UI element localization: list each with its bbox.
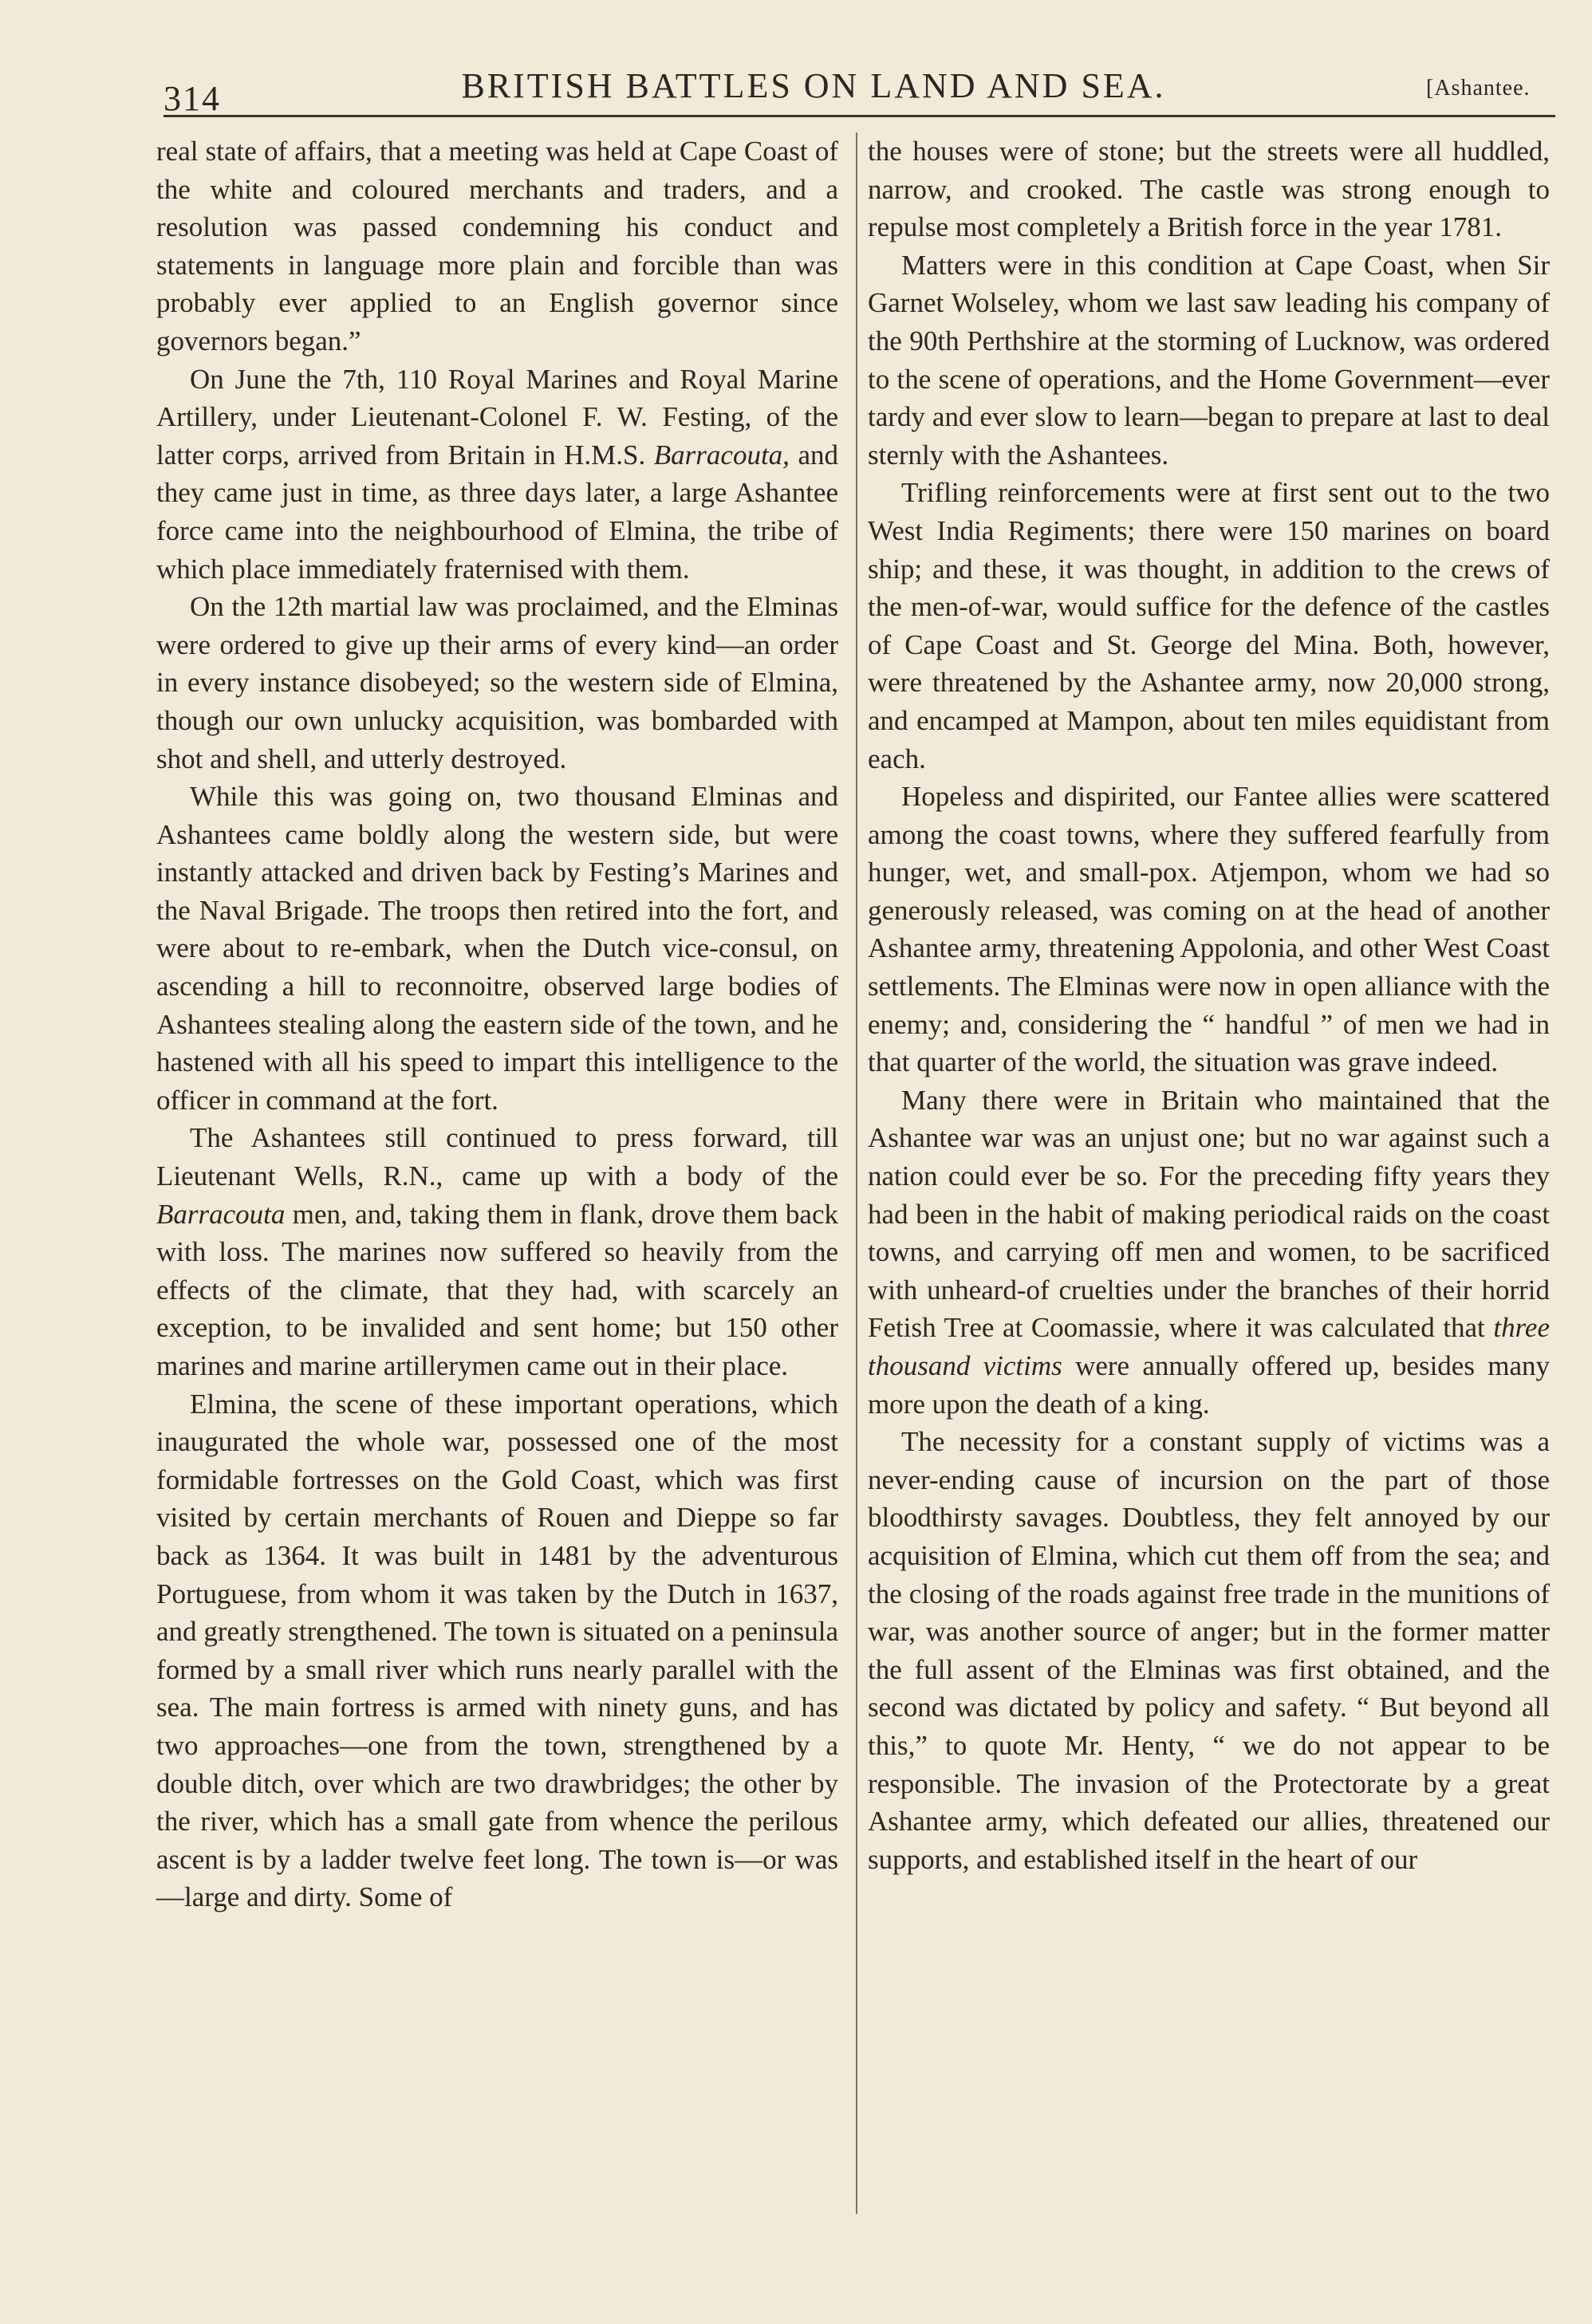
paragraph-text: The Ashantees still continued to press forward, till Lieutenant Wells, R.N., came up with a body of the xyxy=(156,1122,838,1192)
paragraph: The necessity for a constant supply of victims was a never-ending cause of incursion on the part of those bloodthirsty savages. Doubtless, they felt annoyed by our acquisition of Elmina, which cut them off from the sea; and the closing of the roads against free trade in the munitions of war, was another source of anger; but in the former matter the full assent of the Elminas was first obtained, and the second was dictated by policy and safety. “ But beyond all this,” to quote Mr. Henty, “ we do not appear to be responsible. The invasion of the Protectorate by a great Ashantee army, which defeated our allies, threatened our supports, and established itself in the heart of our xyxy=(868,1426,1550,1875)
emphasis: three thousand victims xyxy=(868,1312,1550,1381)
ship-name: Barracouta, xyxy=(653,439,790,471)
paragraph-text: On June the 7th, 110 Royal Marines and Royal Marine Artillery, under Lieutenant-Colonel F. W. Festing, of the latter corps, arrived from Britain in H.M.S. xyxy=(156,363,838,471)
paragraph: Matters were in this condition at Cape Coast, when Sir Garnet Wolseley, whom we last saw leading his company of the 90th Perthshire at the storming of Lucknow, was ordered to the scene of operations, and the Home Government—ever tardy and ever slow to learn—began to prepare at last to deal sternly with the Ashantees. xyxy=(868,249,1550,471)
paragraph xyxy=(868,1081,1550,1423)
paragraph xyxy=(156,1119,838,1385)
paragraph-text: Many there were in Britain who maintained that the Ashantee war was an unjust one; but no war against such a nation could ever be so. For the preceding fifty years they had been in the habit of making periodical raids on the coast towns, and carrying off men and women, to be sacrificed with unheard-of cruelties under the branches of their horrid Fetish Tree at Coomassie, where it was calculated that xyxy=(868,1084,1550,1344)
paragraph: While this was going on, two thousand Elminas and Ashantees came boldly along the western side, but were instantly attacked and driven back by Festing’s Marines and the Naval Brigade. The troops then retired into the fort, and were about to re-embark, when the Dutch vice-consul, on ascending a hill to reconnoitre, observed large bodies of Ashantees stealing along the eastern side of the town, and he hastened with all his speed to impart this intelligence to the officer in command at the fort. xyxy=(156,781,838,1116)
running-title: BRITISH BATTLES ON LAND AND SEA. xyxy=(461,66,1166,105)
section-label: [Ashantee. xyxy=(1426,76,1531,100)
paragraph: Hopeless and dispirited, our Fantee allies were scattered among the coast towns, where they suffered fearfully from hunger, wet, and small-pox. Atjempon, whom we had so generously released, was coming on at the head of another Ashantee army, threatening Appolonia, and other West Coast settlements. The Elminas were now in open alliance with the enemy; and, considering the “ handful ” of men we had in that quarter of the world, the situation was grave indeed. xyxy=(868,781,1550,1078)
column-rule xyxy=(856,132,857,2214)
left-column xyxy=(156,132,838,2222)
page-header xyxy=(0,0,1592,128)
page-number: 314 xyxy=(164,79,221,118)
paragraph-text: and they came just in time, as three days later, a large Ashantee force came into the neighbourhood of Elmina, the tribe of which place immediately fraternised with them. xyxy=(156,439,838,585)
ship-name: Barracouta xyxy=(156,1198,286,1230)
right-column xyxy=(868,132,1550,2222)
paragraph: real state of affairs, that a meeting was held at Cape Coast of the white and coloured merchants and traders, and a resolution was passed condemning his conduct and statements in language more plain and forcible than was probably ever applied to an English governor since governors began.” xyxy=(156,136,838,356)
paragraph: On the 12th martial law was proclaimed, and the Elminas were ordered to give up their arms of every kind—an order in every instance disobeyed; so the western side of Elmina, though our own unlucky acquisition, was bombarded with shot and shell, and utterly destroyed. xyxy=(156,591,838,774)
paragraph: Trifling reinforcements were at first sent out to the two West India Regiments; there were 150 marines on board ship; and these, it was thought, in addition to the crews of the men-of-war, would suffice for the defence of the castles of Cape Coast and St. George del Mina. Both, however, were threatened by the Ashantee army, now 20,000 strong, and encamped at Mampon, about ten miles equidistant from each. xyxy=(868,477,1550,774)
paragraph xyxy=(156,360,838,589)
header-rule xyxy=(164,115,1555,117)
paragraph: Elmina, the scene of these important operations, which inaugurated the whole war, possessed one of the most formidable fortresses on the Gold Coast, which was first visited by certain merchants of Rouen and Dieppe so far back as 1364. It was built in 1481 by the adventurous Portuguese, from whom it was taken by the Dutch in 1637, and greatly strengthened. The town is situated on a peninsula formed by a small river which runs nearly parallel with the sea. The main fortress is armed with ninety guns, and has two approaches—one from the town, strengthened by a double ditch, over which are two drawbridges; the other by the river, which has a small gate from whence the perilous ascent is by a ladder twelve feet long. The town is—or was—large and dirty. Some of xyxy=(156,1388,838,1913)
paragraph-text: men, and, taking them in flank, drove them back with loss. The marines now suffered so heavily from the effects of the climate, that they had, with scarcely an exception, to be invalided and sent home; but 150 other marines and marine artillerymen came out in their place. xyxy=(156,1198,838,1381)
paragraph-text: were annually offered up, besides many more upon the death of a king. xyxy=(868,1350,1551,1420)
paragraph: the houses were of stone; but the streets were all huddled, narrow, and crooked. The castle was strong enough to repulse most completely a British force in the year 1781. xyxy=(868,136,1550,243)
